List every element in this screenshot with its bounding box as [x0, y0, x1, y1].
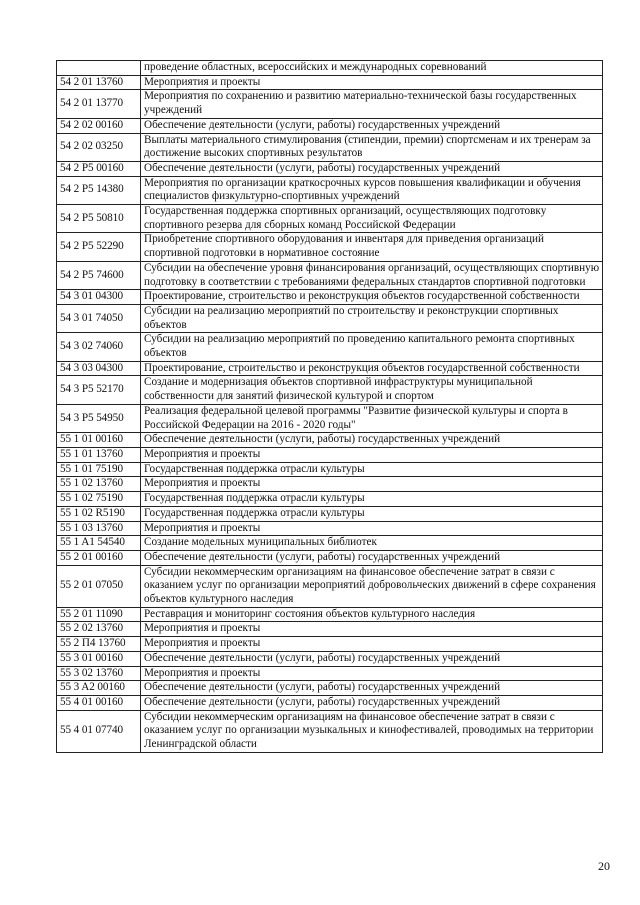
row-name: Обеспечение деятельности (услуги, работы) государственных учреждений [141, 118, 603, 133]
row-name: проведение областных, всероссийских и международных соревнований [141, 61, 603, 76]
row-code: 55 1 01 75190 [57, 462, 141, 477]
row-name: Субсидии на обеспечение уровня финансирования организаций, осуществляющих спортивную подготовку в соответствии с требованиями федеральных стандартов спортивной подготовки [141, 261, 603, 289]
row-code: 55 2 01 07050 [57, 565, 141, 607]
row-code: 55 1 02 13760 [57, 477, 141, 492]
row-name: Обеспечение деятельности (услуги, работы) государственных учреждений [141, 695, 603, 710]
row-code: 55 2 П4 13760 [57, 637, 141, 652]
row-name: Мероприятия по организации краткосрочных курсов повышения квалификации и обучения специалистов физкультурно-спортивных учреждений [141, 176, 603, 204]
table-body [57, 61, 603, 753]
row-code: 54 2 P5 52290 [57, 233, 141, 261]
table-row [57, 506, 603, 521]
table-row [57, 90, 603, 118]
row-name: Приобретение спортивного оборудования и инвентаря для приведения организаций спортивной подготовки в нормативное состояние [141, 233, 603, 261]
row-code: 54 3 P5 52170 [57, 376, 141, 404]
table-row [57, 61, 603, 76]
row-code: 55 1 03 13760 [57, 521, 141, 536]
table-row [57, 622, 603, 637]
table-row [57, 492, 603, 507]
row-code: 54 2 P5 14380 [57, 176, 141, 204]
row-code: 55 3 02 13760 [57, 666, 141, 681]
row-name: Мероприятия и проекты [141, 75, 603, 90]
table-row [57, 710, 603, 752]
row-name: Мероприятия и проекты [141, 666, 603, 681]
row-code: 54 3 01 04300 [57, 290, 141, 305]
table-row [57, 361, 603, 376]
row-code: 55 1 02 R5190 [57, 506, 141, 521]
row-code: 54 3 01 74050 [57, 304, 141, 332]
row-name: Субсидии на реализацию мероприятий по проведению капитального ремонта спортивных объектов [141, 333, 603, 361]
row-code: 55 1 01 13760 [57, 447, 141, 462]
row-code: 55 3 01 00160 [57, 651, 141, 666]
row-name: Мероприятия и проекты [141, 521, 603, 536]
row-name: Государственная поддержка отрасли культуры [141, 492, 603, 507]
row-code: 54 2 P5 50810 [57, 205, 141, 233]
row-name: Создание модельных муниципальных библиотек [141, 536, 603, 551]
budget-codes-table [56, 60, 603, 753]
table-row [57, 447, 603, 462]
table-row [57, 681, 603, 696]
row-code [57, 61, 141, 76]
row-name: Создание и модернизация объектов спортивной инфраструктуры муниципальной собственности для занятий физической культурой и спортом [141, 376, 603, 404]
table-row [57, 565, 603, 607]
table-row [57, 433, 603, 448]
table-row [57, 261, 603, 289]
row-name: Субсидии некоммерческим организациям на финансовое обеспечение затрат в связи с оказанием услуг по организации мероприятий добровольческих движений в сфере сохранения объектов культурного наследия [141, 565, 603, 607]
row-code: 54 2 P5 00160 [57, 161, 141, 176]
table-row [57, 651, 603, 666]
table-row [57, 607, 603, 622]
table-row [57, 176, 603, 204]
table-row [57, 290, 603, 305]
table-row [57, 637, 603, 652]
row-name: Мероприятия по сохранению и развитию материально-технической базы государственных учреждений [141, 90, 603, 118]
row-name: Реализация федеральной целевой программы "Развитие физической культуры и спорта в Российской Федерации на 2016 - 2020 годы" [141, 404, 603, 432]
row-name: Государственная поддержка отрасли культуры [141, 506, 603, 521]
row-name: Субсидии некоммерческим организациям на финансовое обеспечение затрат в связи с оказанием услуг по организации музыкальных и кинофестивалей, проводимых на территории Ленинградской области [141, 710, 603, 752]
row-name: Мероприятия и проекты [141, 477, 603, 492]
row-name: Реставрация и мониторинг состояния объектов культурного наследия [141, 607, 603, 622]
row-code: 55 4 01 00160 [57, 695, 141, 710]
row-code: 54 3 P5 54950 [57, 404, 141, 432]
table-row [57, 666, 603, 681]
row-name: Выплаты материального стимулирования (стипендии, премии) спортсменам и их тренерам за достижение высоких спортивных результатов [141, 133, 603, 161]
row-code: 55 1 A1 54540 [57, 536, 141, 551]
row-name: Государственная поддержка спортивных организаций, осуществляющих подготовку спортивного резерва для сборных команд Российской Федерации [141, 205, 603, 233]
table-row [57, 521, 603, 536]
table-row [57, 133, 603, 161]
row-code: 55 4 01 07740 [57, 710, 141, 752]
row-name: Проектирование, строительство и реконструкция объектов государственной собственности [141, 361, 603, 376]
row-code: 54 3 03 04300 [57, 361, 141, 376]
row-code: 54 3 02 74060 [57, 333, 141, 361]
table-row [57, 75, 603, 90]
table-row [57, 477, 603, 492]
row-name: Обеспечение деятельности (услуги, работы) государственных учреждений [141, 433, 603, 448]
row-name: Обеспечение деятельности (услуги, работы) государственных учреждений [141, 651, 603, 666]
table-row [57, 462, 603, 477]
table-row [57, 550, 603, 565]
table-row [57, 118, 603, 133]
table-row [57, 536, 603, 551]
row-name: Проектирование, строительство и реконструкция объектов государственной собственности [141, 290, 603, 305]
row-code: 55 2 01 11090 [57, 607, 141, 622]
row-code: 54 2 P5 74600 [57, 261, 141, 289]
table-row [57, 333, 603, 361]
table-row [57, 233, 603, 261]
table-row [57, 205, 603, 233]
table-row [57, 304, 603, 332]
row-name: Мероприятия и проекты [141, 622, 603, 637]
table-row [57, 695, 603, 710]
table-row [57, 376, 603, 404]
row-code: 54 2 01 13760 [57, 75, 141, 90]
row-code: 54 2 02 03250 [57, 133, 141, 161]
row-code: 55 1 01 00160 [57, 433, 141, 448]
table-row [57, 161, 603, 176]
row-code: 55 3 A2 00160 [57, 681, 141, 696]
row-code: 55 2 01 00160 [57, 550, 141, 565]
row-code: 55 1 02 75190 [57, 492, 141, 507]
row-name: Обеспечение деятельности (услуги, работы) государственных учреждений [141, 161, 603, 176]
page-number: 20 [598, 859, 610, 873]
row-code: 55 2 02 13760 [57, 622, 141, 637]
row-name: Обеспечение деятельности (услуги, работы) государственных учреждений [141, 550, 603, 565]
row-name: Мероприятия и проекты [141, 637, 603, 652]
row-code: 54 2 01 13770 [57, 90, 141, 118]
row-name: Государственная поддержка отрасли культуры [141, 462, 603, 477]
row-code: 54 2 02 00160 [57, 118, 141, 133]
row-name: Обеспечение деятельности (услуги, работы) государственных учреждений [141, 681, 603, 696]
row-name: Мероприятия и проекты [141, 447, 603, 462]
row-name: Субсидии на реализацию мероприятий по строительству и реконструкции спортивных объектов [141, 304, 603, 332]
table-row [57, 404, 603, 432]
